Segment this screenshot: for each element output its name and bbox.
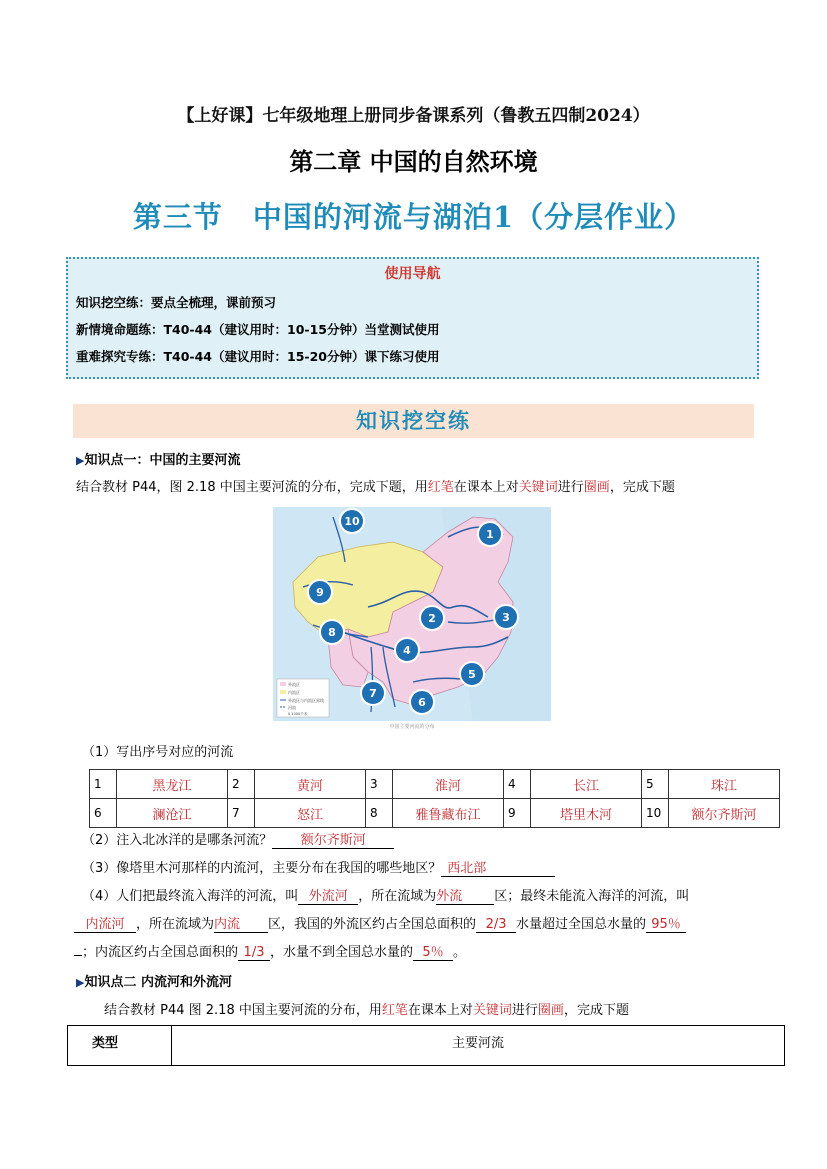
q1-label: （1）写出序号对应的河流 (82, 745, 234, 760)
q4-line-2 (74, 913, 686, 933)
q4-answer-2: 外流 (436, 885, 494, 905)
kp1-keyword: 关键词 (518, 480, 558, 495)
river-answer: 黑龙江 (117, 770, 228, 799)
q2-answer: 额尔齐斯河 (272, 829, 394, 849)
river-answer: 额尔齐斯河 (669, 799, 780, 828)
q4-answer-7: 1/3 (238, 945, 270, 961)
table-header-rivers: 主要河流 (172, 1026, 785, 1066)
river-number: 3 (366, 770, 393, 799)
triangle-arrow-icon: ▶ (76, 454, 85, 467)
q3-text: （3）像塔里木河那样的内流河，主要分布在我国的哪些地区？ (82, 861, 442, 876)
river-number: 2 (228, 770, 255, 799)
map-marker-4 (395, 638, 419, 662)
map-caption: 中国主要河流的分布 (389, 724, 435, 730)
q4-answer-3: 内流河 (74, 913, 136, 933)
kp1-intro-text: ，完成下题 (609, 480, 675, 495)
q2 (82, 829, 394, 849)
river-number: 5 (642, 770, 669, 799)
q4-text: 区；最终未能流入海洋的河流，叫 (494, 889, 690, 904)
river-number: 8 (366, 799, 393, 828)
svg-text:9: 9 (316, 586, 324, 599)
guide-line-1: 知识挖空练：要点全梳理，课前预习 (76, 295, 277, 310)
legend-item: 河流 (288, 705, 296, 710)
svg-text:4: 4 (403, 644, 411, 657)
knowledge-point-2-heading (76, 971, 232, 990)
q4-text: ，水量不到全国总水量的 (270, 945, 414, 960)
kp2-title: 知识点二 内流河和外流河 (84, 975, 232, 990)
q2-text: （2）注入北冰洋的是哪条河流？ (82, 833, 273, 848)
river-number: 6 (90, 799, 117, 828)
kp1-keyword: 圈画 (583, 480, 610, 495)
kp2-intro (104, 999, 629, 1018)
kp1-intro-text: 在课本上对 (453, 480, 519, 495)
triangle-arrow-icon: ▶ (76, 976, 85, 989)
river-answer: 塔里木河 (531, 799, 642, 828)
river-types-table (67, 1025, 785, 1066)
q4-text: ；内流区约占全国总面积的 (82, 945, 239, 960)
river-answer: 淮河 (393, 770, 504, 799)
q3-answer: 西北部 (441, 857, 555, 877)
q4-answer-6: 95％ (646, 913, 686, 933)
legend-item: 外流区 (288, 682, 300, 687)
river-answer: 黄河 (255, 770, 366, 799)
guide-title: 使用导航 (384, 266, 441, 282)
q4-text: ，所在流域为 (358, 889, 437, 904)
map-marker-10 (340, 509, 364, 533)
q3 (82, 857, 555, 877)
q4-text: 区，我国的外流区约占全国总面积的 (268, 917, 477, 932)
usage-guide-box (66, 257, 759, 379)
rivers-table (89, 769, 780, 828)
kp1-intro (76, 476, 675, 495)
guide-line-2: 新情境命题练：T40-44（建议用时：10-15分钟）当堂测试使用 (76, 322, 440, 337)
table-row (90, 770, 780, 799)
knowledge-point-1-heading (76, 449, 240, 468)
map-marker-6 (410, 690, 434, 714)
table-row (68, 1026, 785, 1066)
legend-scale: 0 1000千米 (288, 712, 308, 716)
q4-line-1 (82, 885, 689, 905)
q4-text: （4）人们把最终流入海洋的河流，叫 (82, 889, 299, 904)
map-marker-2 (420, 606, 444, 630)
svg-text:8: 8 (328, 626, 336, 639)
kp1-keyword: 红笔 (427, 480, 454, 495)
kp2-intro-text: 进行 (511, 1003, 538, 1018)
guide-line-3: 重难探究专练：T40-44（建议用时：15-20分钟）课下练习使用 (76, 349, 440, 364)
q4-answer-8: 5％ (413, 941, 453, 961)
map-marker-9 (308, 580, 332, 604)
river-answer: 长江 (531, 770, 642, 799)
kp1-intro-text: 进行 (557, 480, 584, 495)
kp2-keyword: 圈画 (537, 1003, 564, 1018)
q4-text: ，所在流域为 (136, 917, 215, 932)
q4-answer-5: 2/3 (476, 917, 516, 933)
section-title: 第三节 中国的河流与湖泊1（分层作业） (132, 200, 695, 234)
river-number: 1 (90, 770, 117, 799)
kp1-title: 知识点一：中国的主要河流 (84, 453, 241, 468)
china-rivers-map (273, 507, 551, 721)
svg-text:1: 1 (486, 528, 494, 541)
river-answer: 雅鲁藏布江 (393, 799, 504, 828)
kp2-intro-text: 在课本上对 (407, 1003, 473, 1018)
map-marker-7 (361, 681, 385, 705)
map-marker-3 (494, 605, 518, 629)
river-answer: 怒江 (255, 799, 366, 828)
q4-blank-tail (74, 955, 82, 956)
q4-text: 。 (453, 945, 467, 960)
q4-answer-1: 外流河 (298, 885, 358, 905)
map-marker-5 (460, 662, 484, 686)
table-header-type: 类型 (68, 1026, 172, 1066)
kp2-keyword: 红笔 (381, 1003, 408, 1018)
svg-text:6: 6 (418, 696, 426, 709)
map-svg (273, 507, 551, 721)
legend-item: 内流区 (288, 690, 300, 695)
river-answer: 澜沧江 (117, 799, 228, 828)
kp2-intro-text: ，完成下题 (563, 1003, 629, 1018)
svg-text:5: 5 (468, 668, 476, 681)
series-title: 【上好课】七年级地理上册同步备课系列（鲁教五四制2024） (177, 106, 650, 126)
q4-line-3 (74, 941, 466, 961)
section-band (73, 404, 754, 438)
kp2-intro-text: 结合教材 P44 图 2.18 中国主要河流的分布，用 (104, 1003, 382, 1018)
table-row (90, 799, 780, 828)
kp1-intro-text: 结合教材 P44，图 2.18 中国主要河流的分布，完成下题，用 (76, 480, 428, 495)
band-title: 知识挖空练 (356, 409, 471, 433)
river-number: 7 (228, 799, 255, 828)
svg-text:2: 2 (428, 612, 436, 625)
svg-text:3: 3 (502, 611, 510, 624)
kp2-keyword: 关键词 (472, 1003, 512, 1018)
map-marker-8 (320, 620, 344, 644)
chapter-title: 第二章 中国的自然环境 (289, 148, 538, 176)
svg-text:7: 7 (369, 687, 377, 700)
river-number: 10 (642, 799, 669, 828)
river-number: 9 (504, 799, 531, 828)
legend-item: 外流区与内流区界线 (288, 698, 324, 703)
river-number: 4 (504, 770, 531, 799)
map-marker-1 (478, 522, 502, 546)
svg-text:10: 10 (344, 515, 360, 528)
river-answer: 珠江 (669, 770, 780, 799)
q4-text: 水量超过全国总水量的 (516, 917, 647, 932)
q4-answer-4: 内流 (214, 913, 268, 933)
